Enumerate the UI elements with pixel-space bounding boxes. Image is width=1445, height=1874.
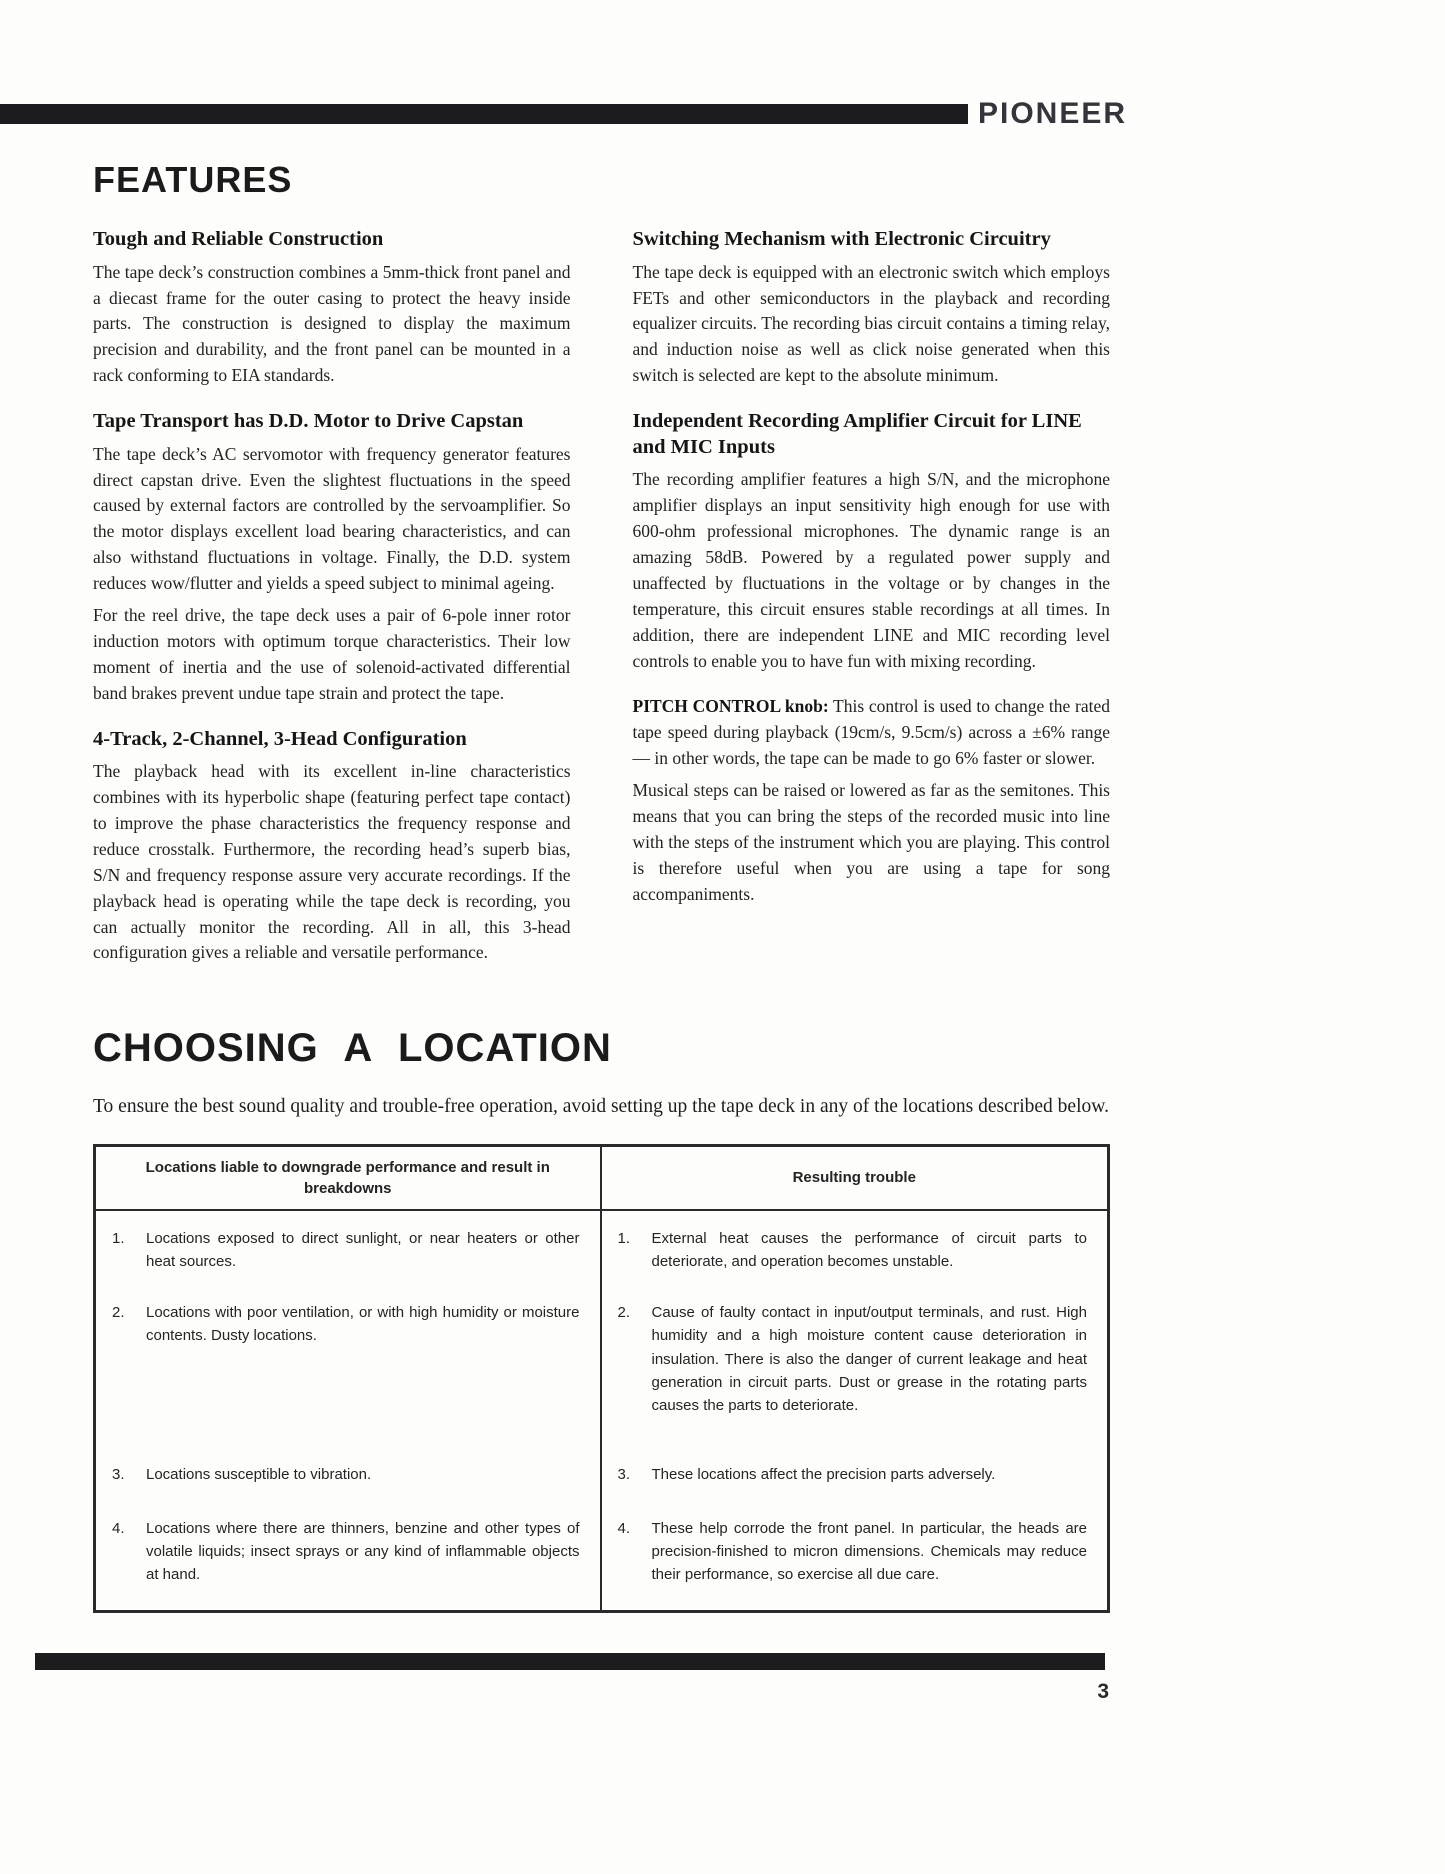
table-row <box>96 1447 1107 1504</box>
cause-cell <box>96 1447 602 1504</box>
trouble-text: These locations affect the precision parts adversely. <box>651 1466 996 1484</box>
row-number: 3. <box>617 1466 631 1484</box>
row-number: 1. <box>617 1229 631 1247</box>
trouble-cell <box>602 1211 1108 1290</box>
row-number: 2. <box>617 1304 631 1322</box>
table-header-trouble <box>602 1147 1108 1209</box>
cause-cell <box>96 1505 602 1611</box>
pitch-control-lead: PITCH CONTROL knob: <box>632 696 829 717</box>
feature-section-tape-transport <box>93 409 571 707</box>
pioneer-logo: PIONEER <box>978 97 1128 130</box>
body-paragraph: The tape deck’s AC servomotor with frequency generator features direct capstan drive. Even the slightest fluctuations in the speed caused by external factors are controlled by the servoamplifier. So the motor displays excellent load bearing characteristics, and can also withstand fluctuations in voltage. Finally, the D.D. system reduces wow/flutter and yields a speed subject to minimal ageing. <box>93 443 571 594</box>
table-row <box>96 1289 1107 1447</box>
choosing-location-title: CHOOSING A LOCATION <box>93 1026 612 1071</box>
table-header-trouble-text: Resulting trouble <box>792 1169 916 1187</box>
table-row <box>96 1211 1107 1290</box>
table-header-cause-text: Locations liable to downgrade performance and result in breakdowns <box>145 1158 550 1197</box>
pitch-control-text: This control is used to change the rated tape speed during playback (19cm/s, 9.5cm/s) across a ±6% range — in other words, the tape can be made to go 6% faster or slower. <box>632 696 1111 769</box>
location-table <box>93 1144 1110 1614</box>
section-heading: Switching Mechanism with Electronic Circuitry <box>632 228 1051 250</box>
section-heading: Tough and Reliable Construction <box>93 228 384 250</box>
feature-section-construction <box>93 227 571 389</box>
bottom-rule <box>35 1653 1105 1670</box>
table-header-cause <box>96 1147 602 1209</box>
cause-text: Locations exposed to direct sunlight, or near heaters or other heat sources. <box>146 1229 580 1270</box>
body-paragraph <box>633 694 1111 772</box>
trouble-text: External heat causes the performance of circuit parts to deteriorate, and operation becomes unstable. <box>651 1229 1087 1270</box>
row-number: 4. <box>112 1519 125 1537</box>
cause-cell <box>96 1211 602 1290</box>
body-paragraph: For the reel drive, the tape deck uses a pair of 6-pole inner rotor induction motors with optimum torque characteristics. Their low moment of inertia and the use of solenoid-activated differential band brakes prevent undue tape strain and protect the tape. <box>93 605 571 703</box>
section-heading: 4-Track, 2-Channel, 3-Head Configuration <box>93 727 467 750</box>
trouble-text: Cause of faulty contact in input/output terminals, and rust. High humidity and a high moisture content cause deterioration in insulation. There is also the danger of current leakage and heat generation in circuit parts. Dust or grease in the rotating parts causes the parts to deteriorate. <box>651 1304 1087 1415</box>
body-paragraph: The recording amplifier features a high S/N, and the microphone amplifier displays an input sensitivity high enough for use with 600-ohm professional microphones. The dynamic range is an amazing 58dB. Powered by a regulated power supply and unaffected by fluctuations in the voltage or by changes in the temperature, this circuit ensures stable recordings at all times. In addition, there are independent LINE and MIC recording level controls to enable you to have fun with mixing recording. <box>632 469 1110 671</box>
section-heading: Tape Transport has D.D. Motor to Drive Capstan <box>93 410 524 433</box>
section-heading: Independent Recording Amplifier Circuit for LINE and MIC Inputs <box>632 410 1082 458</box>
features-right-column <box>633 217 1111 972</box>
location-intro: To ensure the best sound quality and trouble-free operation, avoid setting up the tape deck in any of the locations described below. <box>93 1096 1109 1118</box>
feature-section-recording-amplifier <box>633 409 1111 674</box>
page-content <box>93 159 1110 1613</box>
body-paragraph: The tape deck’s construction combines a 5mm-thick front panel and a diecast frame for the outer casing to protect the heavy inside parts. The construction is designed to display the maximum precision and durability, and the front panel can be mounted in a rack conforming to EIA standards. <box>93 261 571 386</box>
features-title: FEATURES <box>93 159 293 200</box>
feature-section-head-configuration <box>93 727 571 967</box>
page-number: 3 <box>1097 1680 1110 1704</box>
feature-section-switching-mechanism <box>633 227 1111 389</box>
features-columns <box>93 217 1110 972</box>
body-paragraph: Musical steps can be raised or lowered as far as the semitones. This means that you can bring the steps of the recorded music into line with the steps of the instrument which you are playing. This control is therefore useful when you are using a tape for song accompaniments. <box>632 780 1110 904</box>
row-number: 3. <box>112 1466 125 1484</box>
feature-section-pitch-control <box>633 694 1111 907</box>
features-left-column <box>93 217 571 972</box>
row-number: 2. <box>112 1304 125 1322</box>
trouble-cell <box>602 1505 1108 1611</box>
cause-text: Locations susceptible to vibration. <box>146 1466 372 1484</box>
body-paragraph: The playback head with its excellent in-line characteristics combines with its hyperbolic shape (featuring perfect tape contact) to improve the phase characteristics the frequency response and reduce crosstalk. Furthermore, the recording head’s superb bias, S/N and frequency response assure very accurate recordings. If the playback head is operating while the tape deck is recording, you can actually monitor the recording. All in all, this 3-head configuration gives a reliable and versatile performance. <box>93 761 571 963</box>
masthead <box>0 97 1445 131</box>
trouble-text: These help corrode the front panel. In particular, the heads are precision-finished to micron dimensions. Chemicals may reduce their performance, so exercise all due care. <box>651 1519 1087 1584</box>
table-header-row <box>96 1147 1107 1211</box>
trouble-cell <box>602 1289 1108 1447</box>
top-rule <box>0 104 968 124</box>
table-row <box>96 1505 1107 1611</box>
cause-text: Locations with poor ventilation, or with high humidity or moisture contents. Dusty locations. <box>146 1304 580 1345</box>
row-number: 1. <box>112 1229 125 1247</box>
cause-cell <box>96 1289 602 1447</box>
cause-text: Locations where there are thinners, benzine and other types of volatile liquids; insect sprays or any kind of inflammable objects at hand. <box>146 1519 580 1584</box>
body-paragraph: The tape deck is equipped with an electronic switch which employs FETs and other semiconductors in the playback and recording equalizer circuits. The recording bias circuit contains a timing relay, and induction noise as well as click noise generated when this switch is selected are kept to the absolute minimum. <box>632 261 1110 386</box>
trouble-cell <box>602 1447 1108 1504</box>
row-number: 4. <box>617 1519 631 1537</box>
